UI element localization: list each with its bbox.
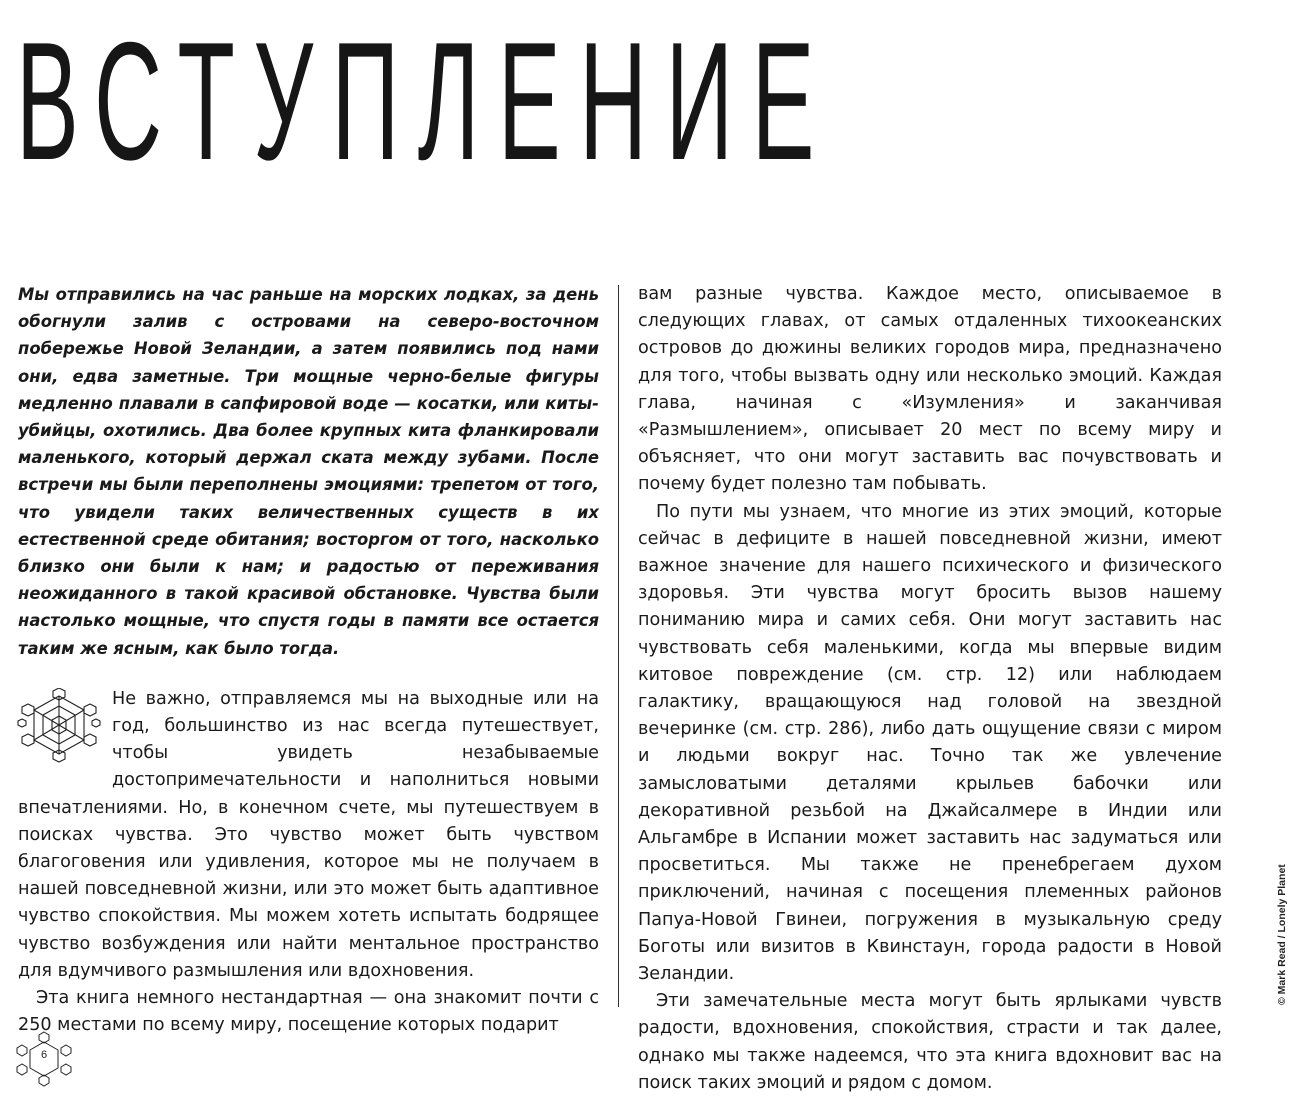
- chapter-title: ВСТУПЛЕНИЕ: [16, 7, 833, 195]
- body-paragraph: Эти замечательные места могут быть ярлыками чувств радости, вдохновения, спокойствия, страсти и так далее, однако мы также надеемся, что эта книга вдохновит вас на поиск таких эмоций и рядом с домом.: [638, 991, 1222, 1093]
- left-column: [18, 281, 599, 1039]
- body-paragraph: Эта книга немного нестандартная — она знакомит почти с 250 местами по всему миру, посещение которых подарит: [18, 988, 599, 1036]
- photo-credit: © Mark Read / Lonely Planet: [1276, 864, 1288, 1005]
- column-divider: [618, 285, 619, 1007]
- body-paragraph: По пути мы узнаем, что многие из этих эмоций, которые сейчас в дефиците в нашей повседневной жизни, имеют важное значение для нашего психического и физического здоровья. Эти чувства могут бросить вызов нашему пониманию мира и самих себя. Они могут заставить нас чувствовать себя маленькими, когда мы впервые видим китовое повреждение (см. стр. 12) или наблюдаем галактику, вращающуюся над головой на звездной вечеринке (см. стр. 286), либо дать ощущение связи с миром и людьми вокруг нас. Точно так же увлечение замысловатыми деталями крыльев бабочки или декоративной резьбой на Джайсалмере в Индии или Альгамбре в Испании может заставить нас задуматься или просветиться. Мы также не пренебрегаем духом приключений, начиная с посещения племенных районов Папуа-Новой Гвинеи, погружения в музыкальную среду Боготы или визитов в Квинстаун, города радости в Новой Зеландии.: [638, 501, 1222, 985]
- right-column: [638, 281, 1222, 1097]
- body-paragraph: Не важно, отправляемся мы на выходные или на год, большинство из нас всегда путешествует, чтобы увидеть незабываемые достопримечательности и наполниться новыми впечатлениями. Но, в конечном счете, мы путешествуем в поисках чувства. Это чувство может быть чувством благоговения или удивления, которое мы не получаем в нашей повседневной жизни, или это может быть адаптивное чувство спокойствия. Мы можем хотеть испытать бодрящее чувство возбуждения или найти ментальное пространство для вдумчивого размышления или вдохновения.: [18, 688, 599, 981]
- page-number: 6: [40, 1049, 48, 1061]
- hexagon-crystal-icon: [14, 688, 104, 768]
- body-paragraph: вам разные чувства. Каждое место, описываемое в следующих главах, от самых отдаленных тихоокеанских островов до дюжины великих городов мира, предназначено для того, чтобы вызвать одну или несколько эмоций. Каждая глава, начиная с «Изумления» и заканчивая «Размышлением», описывает 20 мест по всему миру и объясняет, что они могут заставить вас почувствовать и почему будет полезно там побывать.: [638, 284, 1222, 495]
- lead-paragraph: Мы отправились на час раньше на морских лодках, за день обогнули залив с островами на северо-восточном побережье Новой Зеландии, а затем появились под нами они, едва заметные. Три мощные черно-белые фигуры медленно плавали в сапфировой воде — косатки, или киты-убийцы, охотились. Два более крупных кита фланкировали маленького, который держал ската между зубами. После встречи мы были переполнены эмоциями: трепетом от того, что увидели таких величественных существ в их естественной среде обитания; восторгом от того, насколько близко они были к нам; и радостью от переживания неожиданного в такой красивой обстановке. Чувства были настолько мощные, что спустя годы в памяти все остается таким же ясным, как было тогда.: [18, 285, 599, 658]
